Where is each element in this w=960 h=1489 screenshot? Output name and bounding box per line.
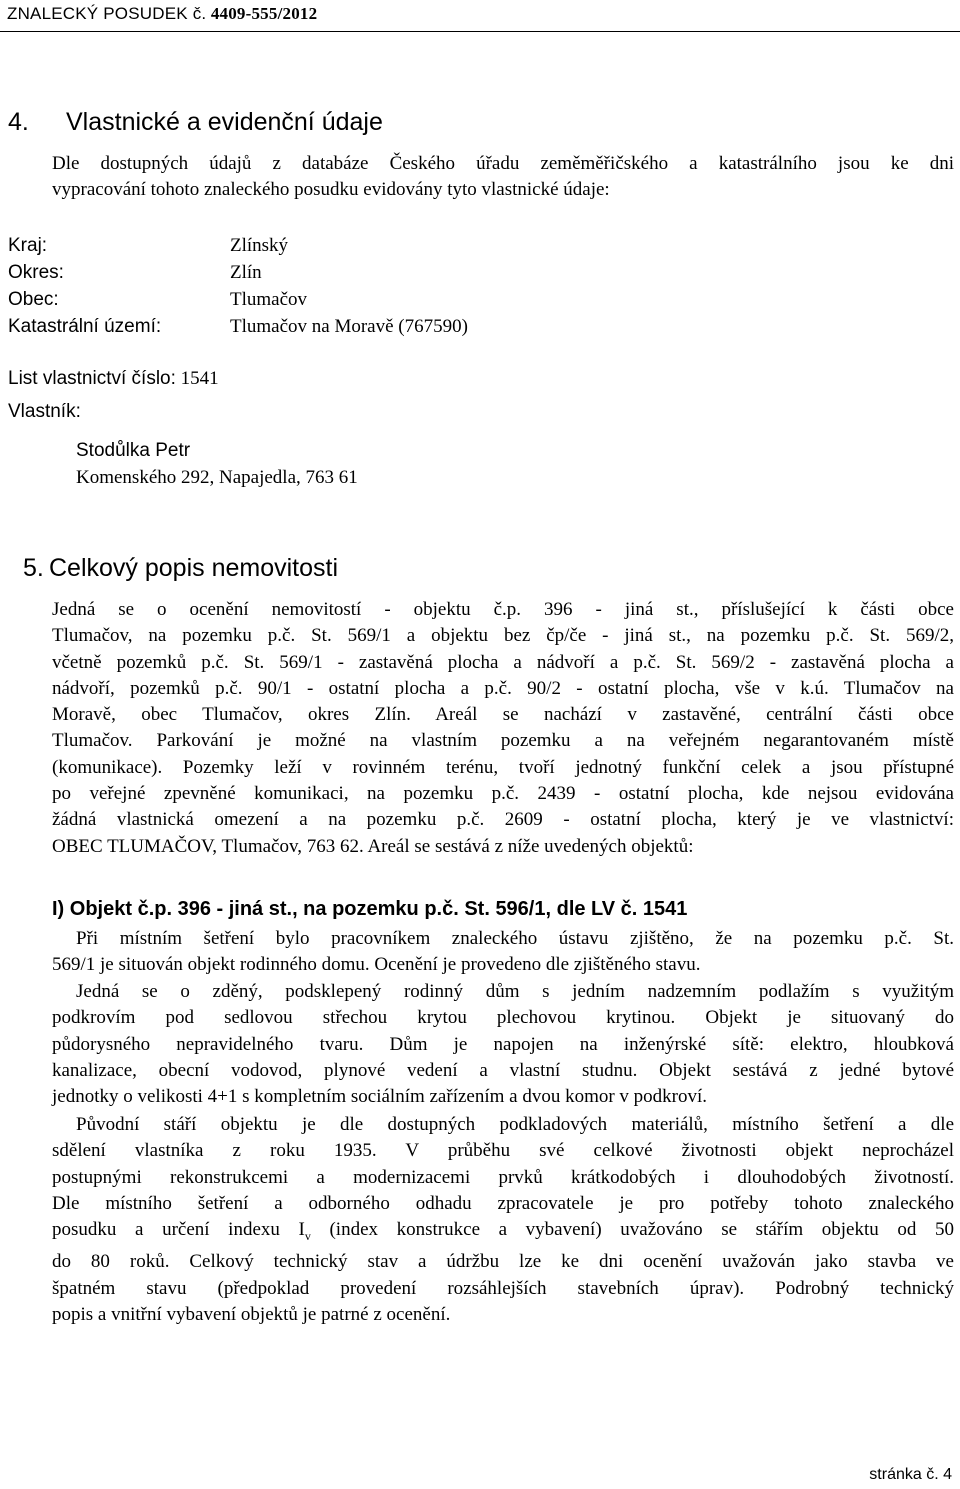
object-para-3 — [52, 1112, 954, 1328]
body-line: po veřejné zpevněné komunikaci, na pozemku p.č. 2439 - ostatní plocha, kde nejsou evidována — [52, 783, 954, 805]
body-line: Moravě, obec Tlumačov, okres Zlín. Areál se nachází v zastavěné, centrální části obce — [52, 704, 954, 726]
owner-name: Stodůlka Petr — [76, 440, 191, 461]
body-line: Jedná se o ocenění nemovitostí - objektu č.p. 396 - jiná st., příslušející k části obce — [52, 599, 954, 620]
index-subscript: v — [304, 1228, 311, 1243]
section-4-heading — [8, 108, 383, 137]
field-label: Okres: — [8, 262, 64, 283]
body-line: Původní stáří objektu je dle dostupných podkladových materiálů, místního šetření a dle — [76, 1114, 954, 1135]
index-line-post: (index konstrukce a vybavení) uvažováno se stářím objektu od 50 — [310, 1219, 955, 1241]
body-line: včetně pozemků p.č. St. 569/1 - zastavěná plocha a nádvoří a p.č. St. 569/2 - zastavěná plocha a — [52, 651, 954, 673]
section-4-title: Vlastnické a evidenční údaje — [66, 108, 383, 136]
field-label: Katastrální území: — [8, 316, 162, 337]
section-5-heading — [23, 554, 338, 583]
lv-row — [8, 368, 219, 390]
field-value: Zlínský — [230, 235, 289, 256]
body-line: Jedná se o zděný, podsklepený rodinný dům s jedním nadzemním podlažím s využitým — [76, 981, 954, 1002]
body-line: Při místním šetření bylo pracovníkem znaleckého ústavu zjištěno, že na pozemku p.č. St. — [76, 928, 954, 949]
body-line: podkrovím pod sedlovou střechou krytou plechovou krytinou. Objekt je situovaný do — [52, 1007, 954, 1029]
body-line — [52, 1217, 954, 1249]
field-value: Tlumačov na Moravě (767590) — [230, 316, 468, 337]
body-line: Tlumačov, na pozemku p.č. St. 569/1 a objektu bez čp/če - jiná st., na pozemku p.č. St. 569/2, — [52, 625, 954, 647]
body-line: sdělení vlastníka z roku 1935. V průběhu své celkové životnosti objekt neprocházel — [52, 1140, 954, 1162]
header-number: 4409-555/2012 — [210, 4, 318, 23]
body-line: (komunikace). Pozemky leží v rovinném terénu, tvoří jednotný funkční celek a jsou přístupné — [52, 756, 954, 778]
body-line: kanalizace, obecní vodovod, plynové vedení a vlastní studnu. Objekt sestává z jedné bytové — [52, 1059, 954, 1081]
section-4-number: 4. — [8, 108, 29, 136]
body-line: 569/1 je situován objekt rodinného domu. Ocenění je provedeno dle zjištěného stavu. — [52, 954, 701, 976]
section-5-title: Celkový popis nemovitosti — [49, 554, 339, 582]
body-line: žádná vlastnická omezení a na pozemku p.č. 2609 - ostatní plocha, který je ve vlastnictví: — [52, 809, 954, 831]
body-line: půdorysného nepravidelného tvaru. Dům je napojen na inženýrské sítě: elektro, hloubková — [52, 1033, 954, 1055]
field-value: Zlín — [230, 262, 262, 283]
body-line: do 80 roků. Celkový technický stav a údržbu lze ke dni ocenění uvažován jako stavba ve — [52, 1251, 954, 1273]
field-label: Kraj: — [8, 235, 48, 256]
body-line: jednotky o velikosti 4+1 s kompletním sociálním zařízením a dvou komor v podkroví. — [52, 1086, 708, 1108]
body-line: postupnými rekonstrukcemi a modernizacemi prvků krátkodobých i dlouhodobých životností. — [52, 1166, 954, 1188]
object-heading: I) Objekt č.p. 396 - jiná st., na pozemku p.č. St. 596/1, dle LV č. 1541 — [52, 898, 688, 920]
owner-label: Vlastník: — [8, 401, 81, 422]
intro-line: vypracování tohoto znaleckého posudku evidovány tyto vlastnické údaje: — [52, 178, 610, 200]
object-para-1 — [52, 926, 954, 979]
field-value: Tlumačov — [230, 289, 308, 310]
body-line: OBEC TLUMAČOV, Tlumačov, 763 62. Areál se sestává z níže uvedených objektů: — [52, 835, 694, 857]
lv-value: 1541 — [180, 368, 219, 389]
body-line: špatném stavu (předpoklad provedení rozsáhlejších stavebních úprav). Podrobný technický — [52, 1277, 954, 1299]
field-label: Obec: — [8, 289, 59, 310]
owner-address: Komenského 292, Napajedla, 763 61 — [76, 467, 358, 488]
section-5-body — [52, 597, 954, 860]
body-line: Tlumačov. Parkování je možné na vlastním pozemku a na veřejném negarantovaném místě — [52, 730, 954, 752]
object-para-2 — [52, 979, 954, 1110]
page-number: stránka č. 4 — [869, 1466, 952, 1483]
document-header — [7, 4, 317, 24]
lv-label: List vlastnictví číslo: — [8, 368, 176, 389]
body-line: popis a vnitřní vybavení objektů je patrné z ocenění. — [52, 1303, 451, 1325]
header-prefix: ZNALECKÝ POSUDEK č. — [7, 4, 207, 23]
body-line: nádvoří, pozemků p.č. 90/1 - ostatní plocha a p.č. 90/2 - ostatní plocha, vše v k.ú. Tlumačov na — [52, 677, 954, 699]
body-line: Dle místního šetření a odborného odhadu zpracovatele je pro potřeby tohoto znaleckého — [52, 1192, 954, 1214]
header-rule — [0, 31, 960, 32]
intro-line: Dle dostupných údajů z databáze Českého úřadu zeměměřičského a katastrálního jsou ke dni — [52, 153, 954, 174]
section-5-number: 5. — [23, 554, 44, 582]
index-line-pre: posudku a určení indexu I — [52, 1219, 305, 1241]
section-4-intro — [52, 151, 954, 202]
